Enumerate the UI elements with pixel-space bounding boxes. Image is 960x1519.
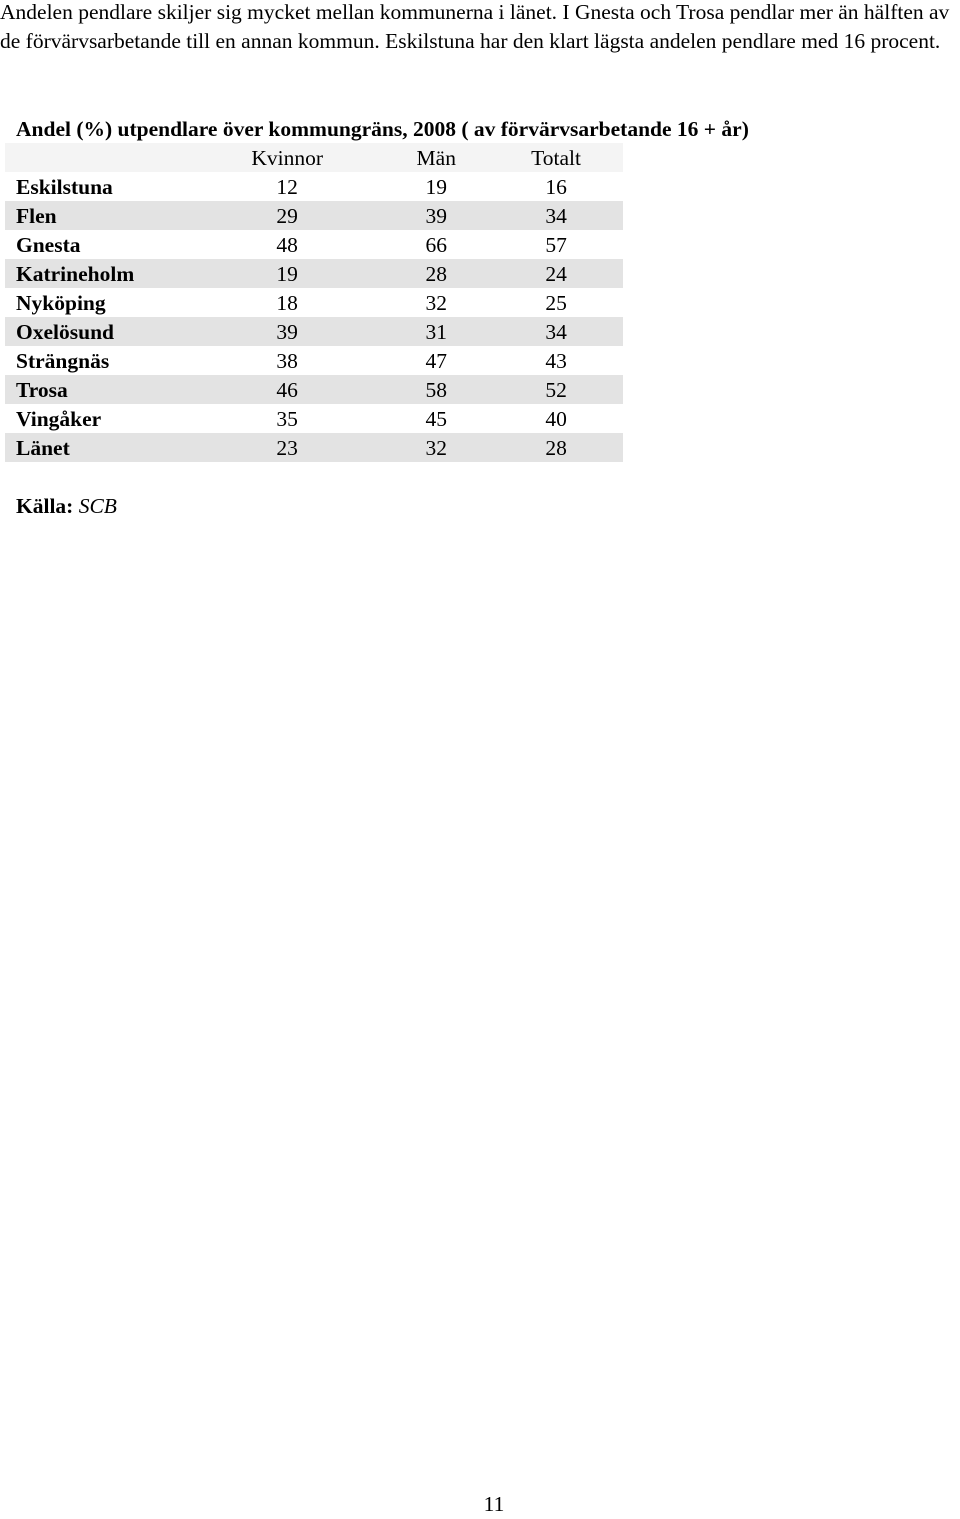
cell-man: 32 [383, 288, 489, 317]
row-name: Flen [5, 201, 191, 230]
cell-totalt: 16 [489, 172, 623, 201]
intro-paragraph: Andelen pendlare skiljer sig mycket mellan kommunerna i länet. I Gnesta och Trosa pendlar mer än hälften av de förvärvsarbetande till en annan kommun. Eskilstuna har den klart lägsta andelen pendlare med 16 procent. [0, 0, 950, 53]
cell-totalt: 25 [489, 288, 623, 317]
table-row [5, 230, 623, 259]
header-kvinnor: Kvinnor [191, 143, 383, 172]
cell-kvinnor: 35 [191, 404, 383, 433]
row-name: Trosa [5, 375, 191, 404]
table-row [5, 346, 623, 375]
table-row [5, 404, 623, 433]
cell-man: 32 [383, 433, 489, 462]
table-row [5, 172, 623, 201]
page-number: 11 [483, 1492, 505, 1516]
cell-totalt: 43 [489, 346, 623, 375]
cell-totalt: 34 [489, 201, 623, 230]
cell-totalt: 52 [489, 375, 623, 404]
row-name: Länet [5, 433, 191, 462]
row-name: Eskilstuna [5, 172, 191, 201]
cell-man: 58 [383, 375, 489, 404]
cell-kvinnor: 12 [191, 172, 383, 201]
cell-kvinnor: 46 [191, 375, 383, 404]
table-header-row [5, 143, 623, 172]
cell-man: 19 [383, 172, 489, 201]
cell-totalt: 57 [489, 230, 623, 259]
cell-man: 31 [383, 317, 489, 346]
row-name: Oxelösund [5, 317, 191, 346]
cell-man: 45 [383, 404, 489, 433]
cell-man: 47 [383, 346, 489, 375]
commuter-table [5, 143, 623, 462]
cell-kvinnor: 19 [191, 259, 383, 288]
cell-man: 28 [383, 259, 489, 288]
table-row [5, 201, 623, 230]
cell-totalt: 28 [489, 433, 623, 462]
header-man: Män [383, 143, 489, 172]
table-row [5, 433, 623, 462]
table-row [5, 288, 623, 317]
cell-man: 66 [383, 230, 489, 259]
table-row [5, 375, 623, 404]
cell-kvinnor: 18 [191, 288, 383, 317]
table-row [5, 317, 623, 346]
header-totalt: Totalt [489, 143, 623, 172]
cell-kvinnor: 39 [191, 317, 383, 346]
row-name: Gnesta [5, 230, 191, 259]
cell-kvinnor: 23 [191, 433, 383, 462]
source-label: Källa: [16, 494, 74, 518]
table-title: Andel (%) utpendlare över kommungräns, 2008 ( av förvärvsarbetande 16 + år) [16, 117, 749, 141]
cell-kvinnor: 48 [191, 230, 383, 259]
row-name: Katrineholm [5, 259, 191, 288]
source-note [16, 492, 117, 521]
cell-man: 39 [383, 201, 489, 230]
cell-totalt: 24 [489, 259, 623, 288]
cell-totalt: 34 [489, 317, 623, 346]
cell-kvinnor: 38 [191, 346, 383, 375]
header-municipality [5, 143, 191, 172]
cell-totalt: 40 [489, 404, 623, 433]
row-name: Vingåker [5, 404, 191, 433]
cell-kvinnor: 29 [191, 201, 383, 230]
source-value: SCB [78, 494, 117, 518]
row-name: Strängnäs [5, 346, 191, 375]
row-name: Nyköping [5, 288, 191, 317]
table-row [5, 259, 623, 288]
